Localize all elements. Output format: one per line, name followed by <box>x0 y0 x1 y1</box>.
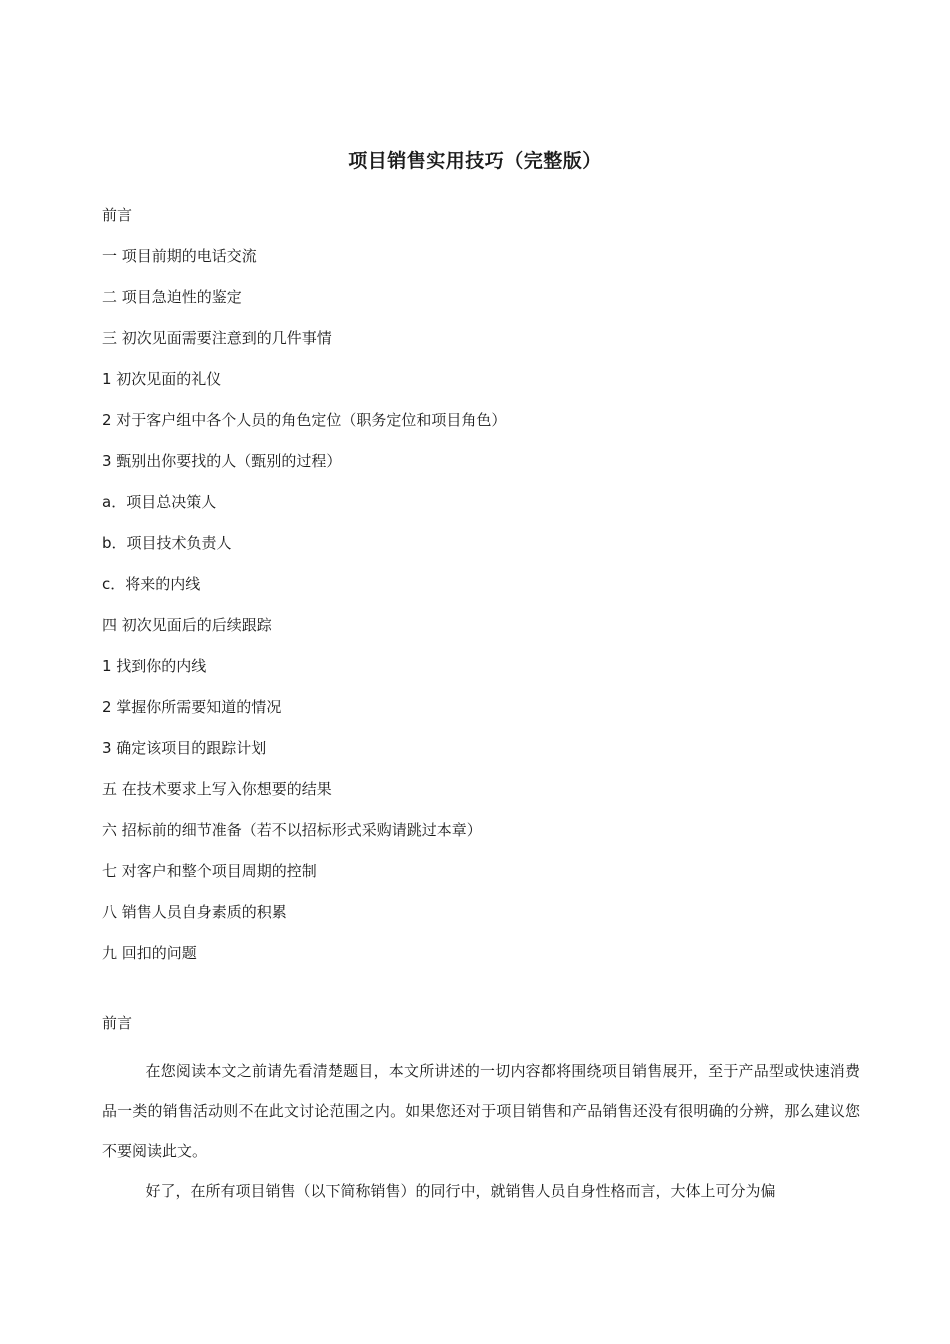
toc-item-chapter-5: 五 在技术要求上写入你想要的结果 <box>102 780 332 798</box>
paragraph: 好了，在所有项目销售（以下简称销售）的同行中，就销售人员自身性格而言，大体上可分为偏 <box>145 1182 776 1200</box>
toc-item-chapter-2: 二 项目急迫性的鉴定 <box>102 288 242 306</box>
toc-item-3-3-b: b．项目技术负责人 <box>102 534 232 552</box>
toc-item-3-2: 2 对于客户组中各个人员的角色定位（职务定位和项目角色） <box>102 411 507 429</box>
section-heading-preface: 前言 <box>102 1014 133 1032</box>
toc-item-chapter-8: 八 销售人员自身素质的积累 <box>102 903 287 921</box>
toc-item-preface: 前言 <box>102 206 133 224</box>
toc-item-chapter-6: 六 招标前的细节准备（若不以招标形式采购请跳过本章） <box>102 821 482 839</box>
toc-item-3-1: 1 初次见面的礼仪 <box>102 370 222 388</box>
toc-item-4-1: 1 找到你的内线 <box>102 657 207 675</box>
toc-item-3-3-a: a．项目总决策人 <box>102 493 217 511</box>
toc-item-3-3: 3 甄别出你要找的人（甄别的过程） <box>102 452 342 470</box>
toc-item-3-3-c: c．将来的内线 <box>102 575 201 593</box>
toc-item-4-2: 2 掌握你所需要知道的情况 <box>102 698 282 716</box>
toc-item-4-3: 3 确定该项目的跟踪计划 <box>102 739 267 757</box>
toc-item-chapter-7: 七 对客户和整个项目周期的控制 <box>102 862 317 880</box>
preface-body <box>102 1051 860 1211</box>
toc-item-chapter-3: 三 初次见面需要注意到的几件事情 <box>102 329 332 347</box>
document-title: 项目销售实用技巧（完整版） <box>348 150 602 172</box>
table-of-contents <box>102 204 862 983</box>
paragraph: 在您阅读本文之前请先看清楚题目，本文所讲述的一切内容都将围绕项目销售展开，至于产品型或快速消费品一类的销售活动则不在此文讨论范围之内。如果您还对于项目销售和产品销售还没有很明确的分辨，那么建议您不要阅读此文。 <box>102 1062 860 1160</box>
toc-item-chapter-9: 九 回扣的问题 <box>102 944 197 962</box>
toc-item-chapter-1: 一 项目前期的电话交流 <box>102 247 257 265</box>
toc-item-chapter-4: 四 初次见面后的后续跟踪 <box>102 616 272 634</box>
